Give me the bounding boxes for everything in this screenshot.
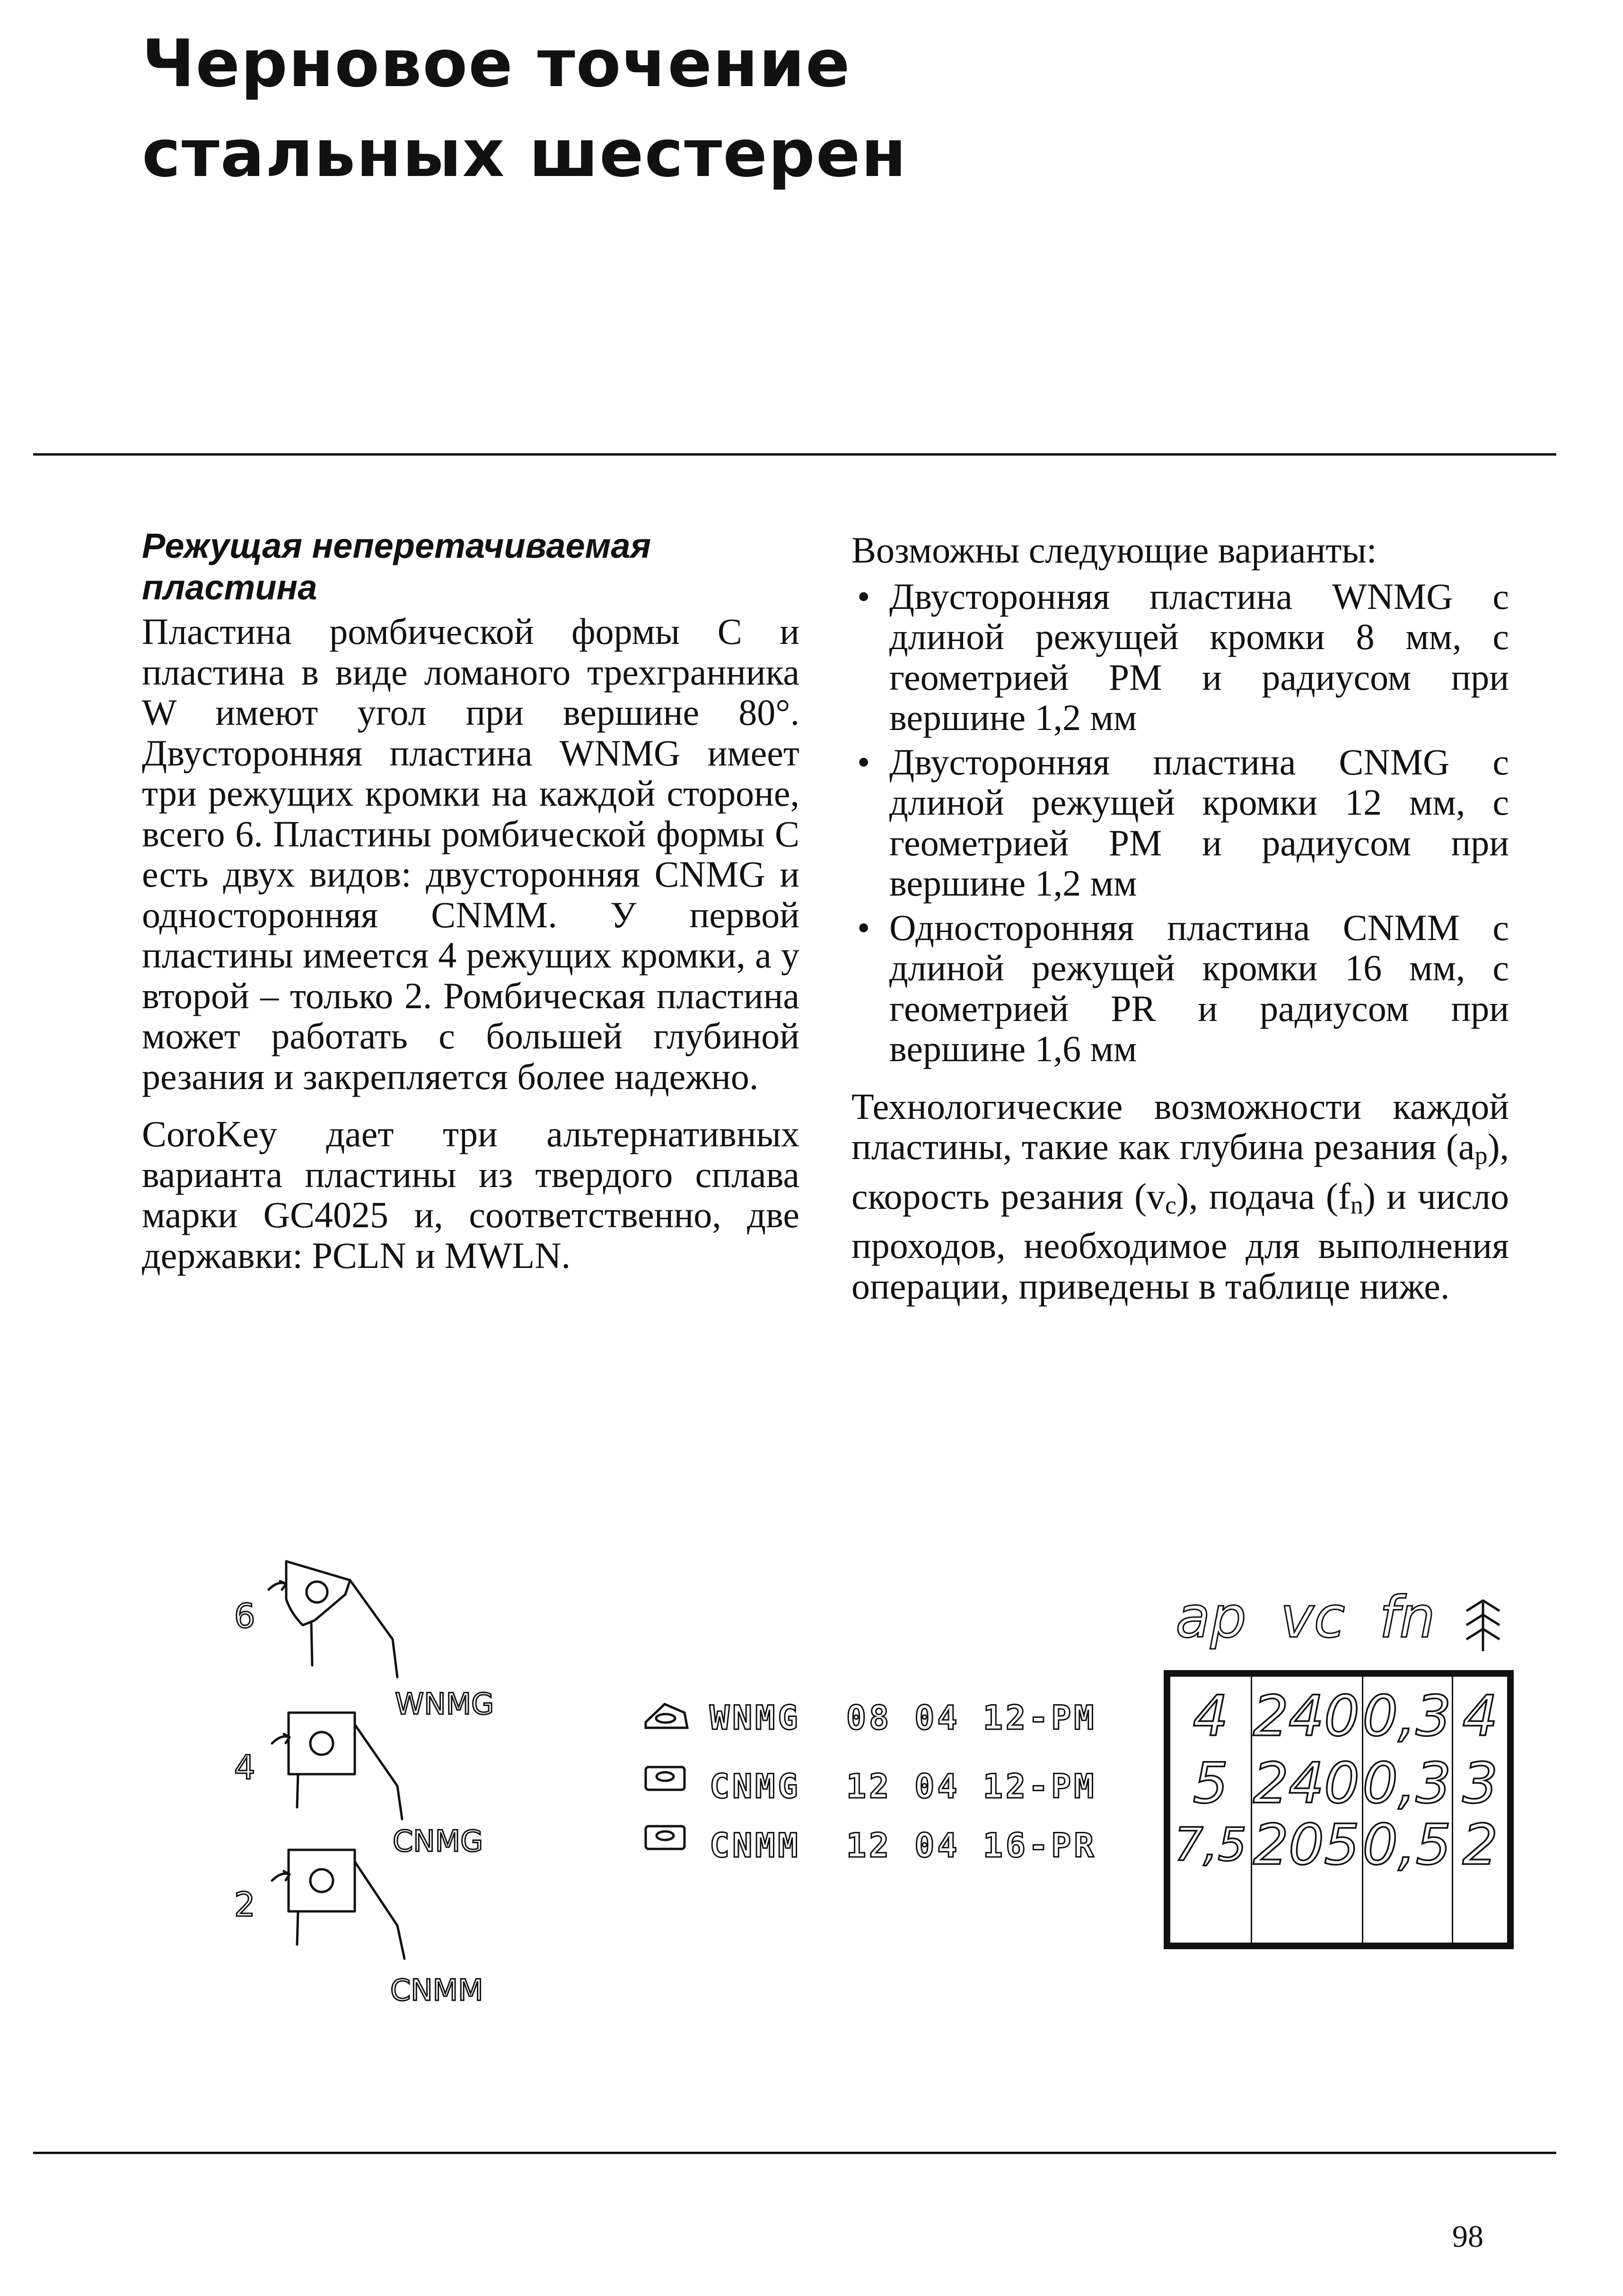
bullet-icon: • [857, 575, 870, 617]
insert-code-cnmg: CNMG 12 04 12-PM [710, 1767, 1097, 1806]
table-cell-fn: 0,3 [1362, 1751, 1451, 1816]
title-line-2: стальных шестерен [142, 115, 907, 192]
table-cell-fn: 0,3 [1362, 1683, 1451, 1749]
trigon-insert-icon [269, 1561, 397, 1677]
cutting-data-table [1164, 1670, 1514, 1949]
table-cell-ap: 7,5 [1174, 1818, 1247, 1871]
title-line-1: Черновое точение [142, 26, 851, 102]
trigon-insert-icon [646, 1704, 687, 1728]
passes-icon [1459, 1597, 1507, 1654]
table-cell-ap: 5 [1193, 1751, 1228, 1816]
bottom-rule [33, 2152, 1556, 2154]
table-cell-passes: 4 [1462, 1683, 1498, 1749]
header-fn: fn [1379, 1585, 1436, 1651]
left-paragraph-1: Пластина ромбической формы С и пластина в виде ломаного трехгранника W имеют угол при вершине 80°. Двусторонняя пластина WNMG имеет три режущих кромки на каждой стороне, всего 6. Пластины ромбической формы С есть двух видов: двусторонняя CNMG и односторонняя CNMM. У первой пластины имеется 4 режущих кромки, а у второй – только 2. Ромбическая пластина может работать с большей глубиной резания и закрепляется более надежно. [142, 611, 799, 1097]
table-cell-vc: 240 [1253, 1751, 1360, 1816]
options-intro: Возможны следующие варианты: [851, 529, 1377, 571]
insert-code-cnmm: CNMM 12 04 16-PR [710, 1826, 1097, 1865]
top-rule [33, 453, 1556, 456]
insert-label-wnmg: WNMG [395, 1687, 494, 1721]
edge-count-cnmg: 4 [234, 1748, 255, 1787]
list-item: • Двусторонняя пластина CNMG с длиной режущей кромки 12 мм, с геометрией PM и радиусом при вершине 1,2 мм [857, 741, 1509, 904]
options-list [851, 576, 1509, 1069]
list-item: • Односторонняя пластина CNMM с длиной режущей кромки 16 мм, с геометрией PR и радиусом при вершине 1,6 мм [857, 906, 1509, 1069]
row-icons [641, 1698, 693, 1864]
rhombic-insert-icon [272, 1850, 404, 1959]
table-cell-vc: 240 [1253, 1683, 1360, 1749]
list-item: • Двусторонняя пластина WNMG с длиной режущей кромки 8 мм, с геометрией PM и радиусом при вершине 1,2 мм [857, 575, 1509, 738]
header-vc: vc [1280, 1585, 1345, 1651]
right-column [851, 530, 1509, 1306]
bullet-icon: • [857, 906, 870, 948]
rhombic-insert-icon [272, 1713, 402, 1819]
page-title [142, 19, 1277, 199]
insert-label-cnmg: CNMG [393, 1824, 483, 1858]
bullet-icon: • [857, 741, 870, 783]
table-cell-passes: 3 [1462, 1751, 1498, 1816]
insert-drawings [227, 1542, 558, 2025]
insert-code-wnmg: WNMG 08 04 12-PM [710, 1698, 1097, 1737]
section-heading: Режущая неперетачиваемая пластина [142, 526, 651, 607]
insert-label-cnmm: CNMM [390, 1973, 483, 2007]
edge-count-cnmm: 2 [234, 1885, 255, 1924]
table-cell-fn: 0,5 [1362, 1812, 1451, 1877]
rhombic-insert-icon [646, 1767, 684, 1790]
table-cell-ap: 4 [1193, 1683, 1228, 1749]
table-cell-vc: 205 [1253, 1812, 1360, 1877]
page-number: 98 [1452, 2219, 1483, 2254]
header-ap: ap [1176, 1585, 1246, 1651]
left-column [142, 525, 799, 1276]
right-closing-paragraph: Технологические возможности каждой пластины, такие как глубина резания (ap), скорость резания (vc), подача (fn) и число проходов, необходимое для выполнения операции, приведены в таблице ниже. [851, 1085, 1509, 1307]
rhombic-insert-icon [646, 1826, 684, 1849]
table-cell-passes: 2 [1462, 1812, 1498, 1877]
left-paragraph-2: CoroKey дает три альтернативных варианта пластины из твердого сплава марки GC4025 и, соответственно, две державки: PCLN и MWLN. [142, 1113, 799, 1276]
edge-count-wnmg: 6 [234, 1597, 255, 1636]
